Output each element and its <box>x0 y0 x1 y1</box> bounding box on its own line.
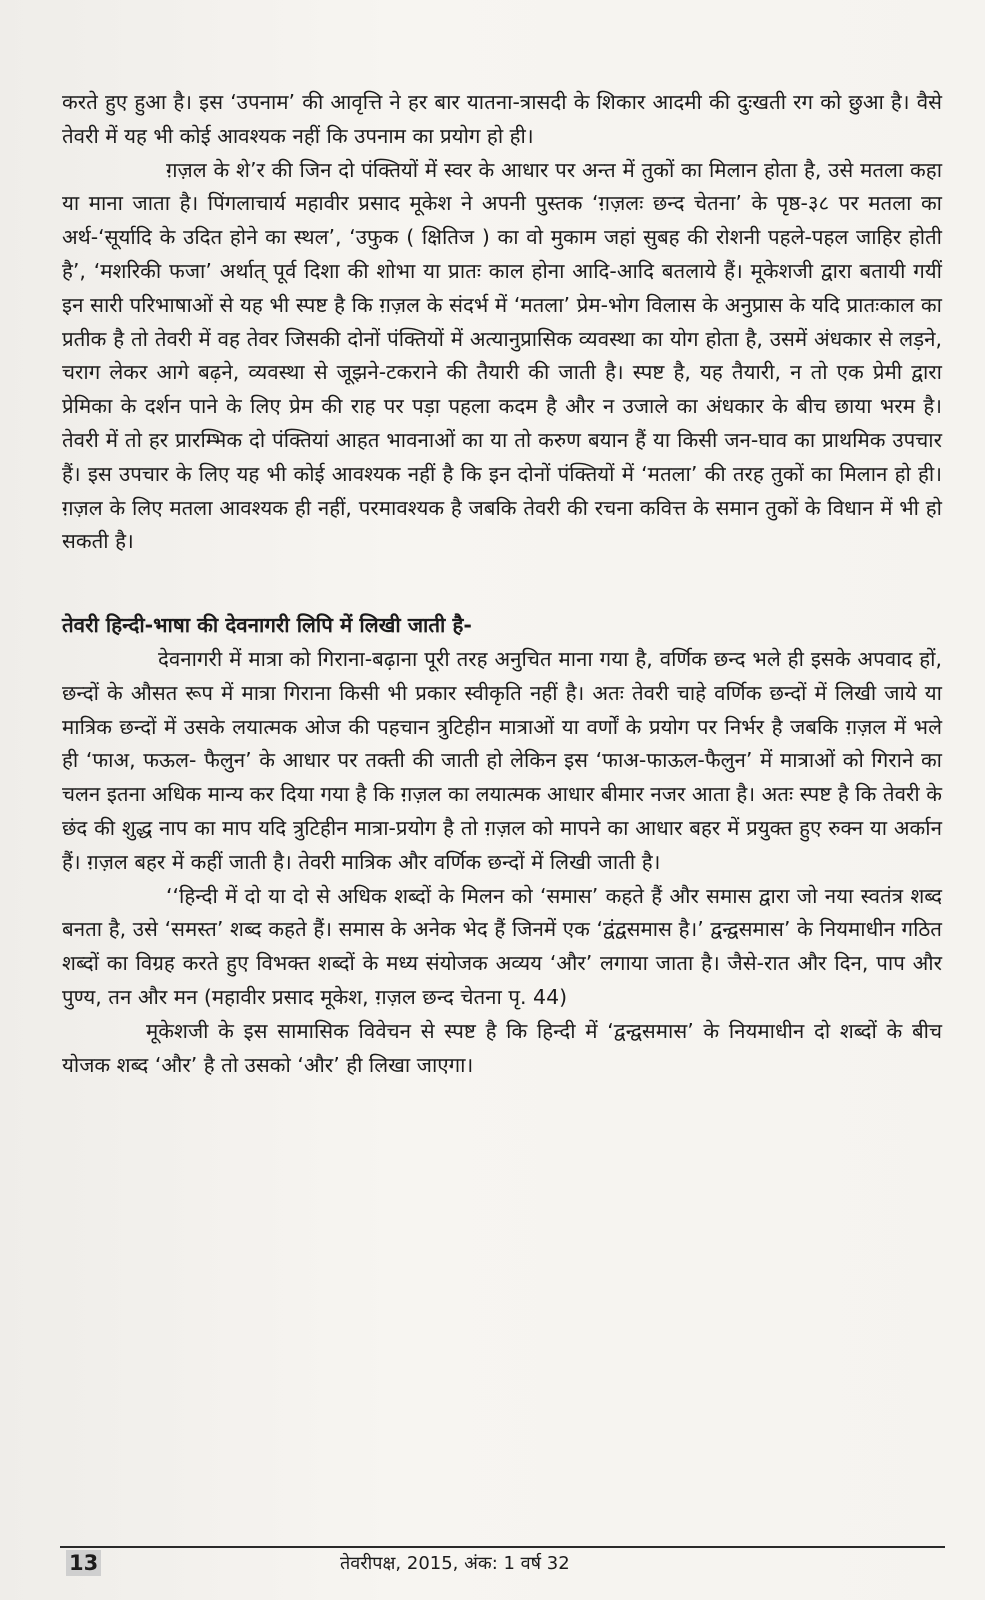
section-heading: तेवरी हिन्दी-भाषा की देवनागरी लिपि में लिखी जाती है- <box>62 613 472 638</box>
paragraph-4-quote: ‘‘हिन्दी में दो या दो से अधिक शब्दों के मिलन को ‘समास’ कहते हैं और समास द्वारा जो नया स्वतंत्र शब्द बनता है, उसे ‘समस्त’ शब्द कहते हैं। समास के अनेक भेद हैं जिनमें एक ‘द्वंद्वसमास है।’ द्वन्द्वसमास’ के नियमाधीन गठित शब्दों का विग्रह करते हुए विभक्त शब्दों के मध्य संयोजक अव्यय ‘और’ लगाया जाता है। जैसे-रात और दिन, पाप और पुण्य, तन और मन (महावीर प्रसाद मूकेश, ग़ज़ल छन्द चेतना पृ. 44) <box>62 883 942 1009</box>
paragraph-3: देवनागरी में मात्रा को गिराना-बढ़ाना पूरी तरह अनुचित माना गया है, वर्णिक छन्द भले ही इसके अपवाद हों, छन्दों के औसत रूप में मात्रा गिराना किसी भी प्रकार स्वीकृति नहीं है। अतः तेवरी चाहे वर्णिक छन्दों में लिखी जाये या मात्रिक छन्दों में उसके लयात्मक ओज की पहचान त्रुटिहीन मात्राओं या वर्णों के प्रयोग पर निर्भर है जबकि ग़ज़ल में भले ही ‘फाअ, फऊल- फैलुन’ के आधार पर तक्ती की जाती हो लेकिन इस ‘फाअ-फाऊल-फैलुन’ में मात्राओं को गिराने का चलन इतना अधिक मान्य कर दिया गया है कि ग़ज़ल का लयात्मक आधार बीमार नजर आता है। अतः स्पष्ट है कि तेवरी के छंद की शुद्ध नाप का माप यदि त्रुटिहीन मात्रा-प्रयोग है तो ग़ज़ल को मापने का आधार बहर में प्रयुक्त हुए रुक्न या अर्कान हैं। ग़ज़ल बहर में कहीं जाती है। तेवरी मात्रिक और वर्णिक छन्दों में लिखी जाती है। <box>62 646 942 874</box>
paragraph-2: ग़ज़ल के शे’र की जिन दो पंक्तियों में स्वर के आधार पर अन्त में तुकों का मिलान होता है, उसे मतला कहा या माना जाता है। पिंगलाचार्य महावीर प्रसाद मूकेश ने अपनी पुस्तक ‘ग़ज़लः छन्द चेतना’ के पृष्ठ-३८ पर मतला का अर्थ-‘सूर्यादि के उदित होने का स्थल’, ‘उफुक ( क्षितिज ) का वो मुकाम जहां सुबह की रोशनी पहले-पहल जाहिर होती है’, ‘मशरिकी फजा’ अर्थात् पूर्व दिशा की शोभा या प्रातः काल होना आदि-आदि बतलाये हैं। मूकेशजी द्वारा बतायी गयीं इन सारी परिभाषाओं से यह भी स्पष्ट है कि ग़ज़ल के संदर्भ में ‘मतला’ प्रेम-भोग विलास के अनुप्रास के यदि प्रातःकाल का प्रतीक है तो तेवरी में वह तेवर जिसकी दोनों पंक्तियों में अत्यानुप्रासिक व्यवस्था का योग होता है, उसमें अंधकार से लड़ने, चराग लेकर आगे बढ़ने, व्यवस्था से जूझने-टकराने की तैयारी की जाती है। स्पष्ट है, यह तैयारी, न तो एक प्रेमी द्वारा प्रेमिका के दर्शन पाने के लिए प्रेम की राह पर पड़ा पहला कदम है और न उजाले का अंधकार के बीच छाया भरम है। तेवरी में तो हर प्रारम्भिक दो पंक्तियां आहत भावनाओं का या तो करुण बयान हैं या किसी जन-घाव का प्राथमिक उपचार हैं। इस उपचार के लिए यह भी कोई आवश्यक नहीं है कि इन दोनों पंक्तियों में ‘मतला’ की तरह तुकों का मिलान हो ही। ग़ज़ल के लिए मतला आवश्यक ही नहीं, परमावश्यक है जबकि तेवरी की रचना कवित्त के समान तुकों के विधान में भी हो सकती है। <box>62 157 942 554</box>
footer-divider <box>60 1546 945 1548</box>
paragraph-5: मूकेशजी के इस सामासिक विवेचन से स्पष्ट है कि हिन्दी में ‘द्वन्द्वसमास’ के नियमाधीन दो शब्दों के बीच योजक शब्द ‘और’ है तो उसको ‘और’ ही लिखा जाएगा। <box>62 1018 942 1077</box>
article-body <box>62 86 942 1082</box>
footer-publication-info: तेवरीपक्ष, 2015, अंक: 1 वर्ष 32 <box>340 1553 570 1574</box>
page-number: 13 <box>66 1550 101 1576</box>
paragraph-1: करते हुए हुआ है। इस ‘उपनाम’ की आवृत्ति ने हर बार यातना-त्रासदी के शिकार आदमी की दुःखती रग को छुआ है। वैसे तेवरी में यह भी कोई आवश्यक नहीं कि उपनाम का प्रयोग हो ही। <box>62 90 942 148</box>
